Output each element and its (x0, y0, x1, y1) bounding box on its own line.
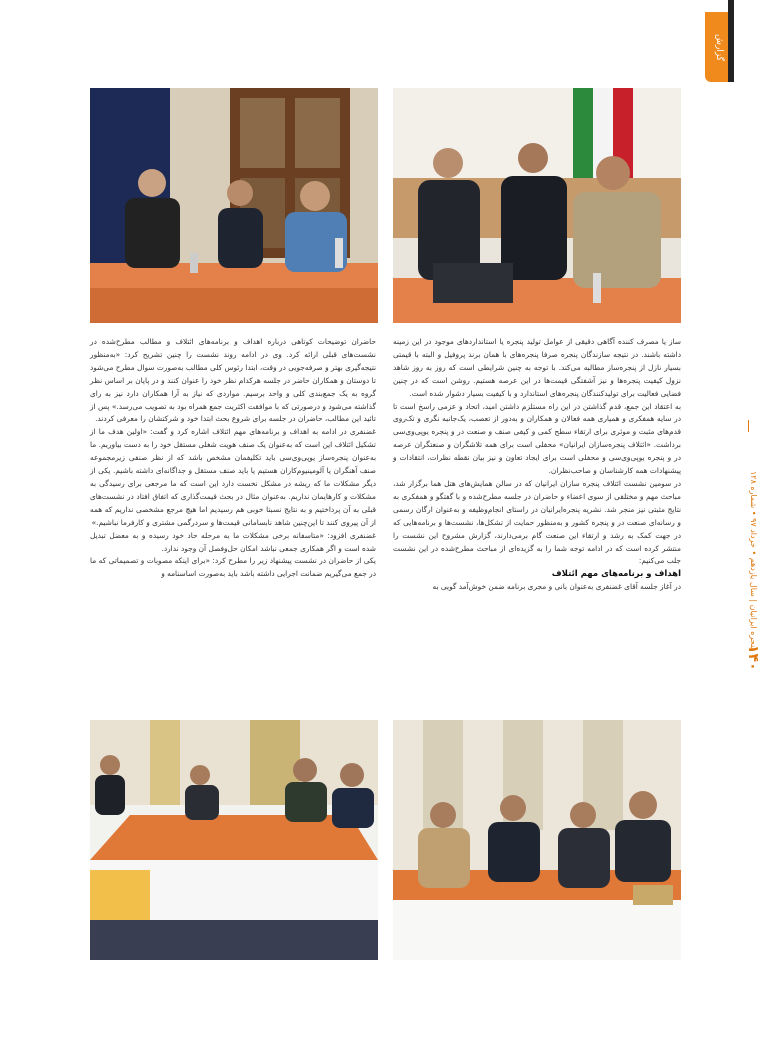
paragraph: غضنفری افزود: «متاسفانه برخی مشکلات ما به مرحله حاد خود رسیده و به معضل تبدیل شده است و اگر همکاری جمعی نباشد امکان حل‌وفصل آن وجود ندارد. (90, 530, 376, 553)
section-tab-label: گزارش (714, 34, 724, 62)
text-column-left (90, 336, 376, 716)
paragraph: حاضران توضیحات کوتاهی درباره اهداف و برنامه‌های ائتلاف و مطالب مطرح‌شده در نشست‌های قبلی ارائه کرد. وی در ادامه روند نشست را چنین تشریح کرد: «به‌منظور نتیجه‌گیری بهتر و صرفه‌جویی در وقت، ابتدا رئوس کلی مطالب به‌صورت سوال مطرح می‌شود تا دوستان و همکاران حاضر در جلسه هرکدام نظر خود را عنوان کنند و در پایان بر اساس نظر گروه به یک جمع‌بندی کلی و واحد برسیم. موارد‌ی که نیاز به آرا همکاران دارد نیز به رای گذاشته می‌شود و درصورتی که با موافقت اکثریت جمع همراه بود به تصویب می‌رسد.» پس از تائید این مطالب، حاضران در جلسه برای شروع بحث ابتدا خود و شرکتشان را معرفی کردند. (90, 337, 376, 424)
running-title: پنجره ایرانیان | سال یازدهم • خرداد ۹۷ • شماره ۱۲۸ (749, 470, 758, 650)
meeting-photo-icon (90, 88, 378, 323)
photo-bottom-right (393, 720, 681, 960)
photo-top-right (393, 88, 681, 323)
meeting-photo-icon (393, 88, 681, 323)
paragraph: در سومین نشست ائتلاف پنجره سازان ایرانیان که در سالن همایش‌های هتل هما برگزار شد، مباحث مهم و مختلفی از سوی اعضاء و حاضران در جلسه مطرح‌شده و با گفتگو و همفکری به نتایج مثبتی نیز منجر شد. نشریه پنجره‌ایرانیان در راستای انجام‌وظیفه و به‌عنوان ارگان رسمی و رسانه‌ای صنعت در و پنجره کشور و به‌منظور حمایت از تشکل‌ها، نشست‌ها و برنامه‌هایی که در جهت کمک به رشد و ارتقاء این صنعت گام برمی‌دارند، گزارش مشروح این نشست را منتشر کرده است که در ادامه توجه شما را به گزیده‌ای از مباحث مطرح‌شده در این نشست جلب می‌کنیم: (393, 478, 681, 566)
paragraph: به اعتقاد این جمع، قدم گذاشتن در این راه مستلزم داشتن امید، اتحاد و عزمی راسخ است تا در سایه همفکری و همیاری همه فعالان و همکاران و به‌دور از تعصب، یک‌جانبه نگری و تک‌روی قدم‌های مثبت و موثری برای ارتقاء سطح کمی و کیفی صنف و صنعت در و پنجره یوپی‌وی‌سی برداشت. «ائتلاف پنجره‌سازان ایرانیان» محفلی است برای همه تلاشگران و صنعتگران عرصه در و پنجره یوپی‌وی‌سی و محفلی است برای ایجاد تعاون و نیز بیان نقطه نظرات، انتقادات و پیشنهادات همه کارشناسان و صاحب‌نظران. (393, 401, 681, 476)
photo-top-left (90, 88, 378, 323)
section-heading: اهداف و برنامه‌های مهم ائتلاف (551, 569, 681, 580)
page-number: ۱۴۰ (745, 645, 761, 671)
text-column-right (393, 336, 681, 716)
paragraph: ساز یا مصرف کننده آگاهی دقیقی از عوامل تولید پنجره یا استانداردهای موجود در این زمینه داشته باشند. در نتیجه سازندگان پنجره صرفا پنجره‌های با همان برند پروفیل و البته با قیمتی بسیار نازل از پنجره‌ساز مطالبه می‌کند. با توجه به چنین شرایطی است که روز به روز شاهد نزول کیفیت پنجره‌ها و نیز آشفتگی قیمت‌ها در این عرصه هستیم. روشن است که در چنین فضایی فعالیت برای تولیدکنندگان پنجره‌های استاندارد و با کیفیت بسیار دشوار شده است. (393, 337, 681, 398)
photo-bottom-left (90, 720, 378, 960)
meeting-photo-icon (90, 720, 378, 960)
paragraph: یکی از حاضران در نشست پیشنهاد زیر را مطرح کرد: «برای اینکه مصوبات و تصمیماتی که ما در جمع می‌گیریم ضمانت اجرایی داشته باشد باید به‌صورت اساسنامه و (90, 556, 376, 579)
paragraph: غضنفری در ادامه به اهداف و برنامه‌های مهم ائتلاف اشاره کرد و گفت: «اولین هدف ما از تشکیل ائتلاف این است که به‌عنوان یک صنف هویت شغلی مستقل خود را به دست بیاوریم. ما به‌عنوان پنجره‌ساز یوپی‌وی‌سی باید تکلیفمان مشخص باشد که از نظر صنفی زیرمجموعه صنف آهنگران یا آلومینیوم‌کاران هستیم یا باید صنف مستقل و جداگانه‌ای داشته باشیم. یکی از دیگر مشکلات ما که ریشه در مشکل نخست دارد این است که ما مرجعی برای رسیدگی به مشکلات و کارهایمان نداریم. به‌عنوان مثال در بحث قیمت‌گذاری که اتفاق افتاد در نشست‌های قبلی به آن پرداختیم و به نتایج نسبتا خوبی هم رسیدیم اما هیچ مرجع مشخصی نداریم که همه از آن پیروی کنند تا این‌چنین شاهد نابسامانی قیمت‌ها و سردرگمی مشتری و کارفرما نباشیم.» (90, 427, 376, 527)
paragraph: در آغاز جلسه آقای غضنفری به‌عنوان بانی و مجری برنامه ضمن خوش‌آمد گویی به (432, 582, 681, 592)
meeting-photo-icon (393, 720, 681, 960)
